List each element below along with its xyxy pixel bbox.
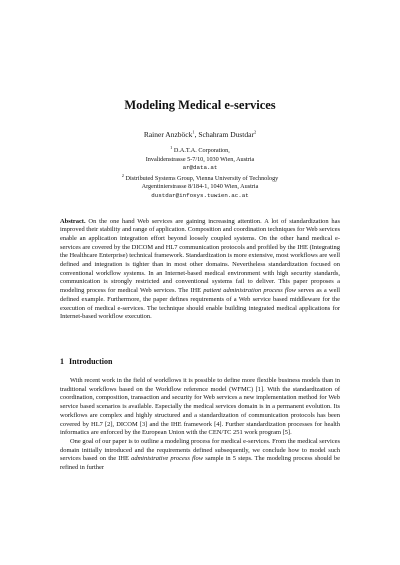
affiliation-line: $^1$ D.A.T.A. Corporation, [170, 144, 230, 154]
abstract-emphasis: patient administration process flow [203, 287, 296, 295]
author-separator: , [194, 130, 199, 139]
author-line [60, 130, 340, 139]
author-name: Schahram Dustdar [198, 130, 254, 139]
affiliation-marker: 2 [121, 172, 124, 178]
abstract-tail: serves as a well defined example. Furthermore, the paper defines requirements of a Web service based middleware for the execution of medical e-services. The technique should enable building integrated medical applications for Internet-based workflow execution. [60, 287, 341, 321]
section-heading [60, 357, 340, 366]
author-affiliation-marker: 1 [192, 129, 195, 135]
affiliation-line: $^2$ Distributed Systems Group, Vienna University of Technology [121, 172, 279, 182]
abstract [60, 218, 340, 322]
paper-title: Modeling Medical e-services [124, 98, 276, 112]
body-paragraph: With recent work in the field of workflows it is possible to define more flexible business models than in traditional workflows based on the Workflow reference model (WFMC) [1]. With the standardization of coordination, composition, transaction and security for Web services a new implementation method for Web service based scenarios is available. Especially the medical services domain is in a permanent evolution. Its workflows are complex and highly structured and a standardization of communication protocols has been covered by HL7 [2], DICOM [3] and the IHE framework [4]. Further standardization processes for health informatics are enforced by the European Union with the CEN/TC 251 work program [5]. [60, 377, 340, 437]
abstract-label: Abstract. [60, 217, 86, 225]
author-affiliation-marker: 2 [253, 129, 257, 135]
affiliation-marker: 1 [170, 144, 173, 150]
body-emphasis: administrative process flow [131, 455, 204, 463]
section-title: Introduction [69, 357, 113, 366]
affiliation-line: Argentinierstrasse 8/184-1, 1040 Wien, Austria [141, 183, 259, 191]
affiliation-email: dustdar@infosys.tuwien.ac.at [151, 191, 249, 199]
body-paragraph: One goal of our paper is to outline a modeling process for medical e-services. From the medical services domain initially introduced and the requirements defined subsequently, we conclude how to model such services based on the IHE administrative process flow sample in 5 steps. The modeling process should be refined in further [60, 437, 340, 472]
author-name: Rainer Anzböck [143, 130, 193, 139]
affiliation-email: ar@data.at [182, 164, 218, 172]
affiliation-line: Invalidenstrasse 5-7/10, 1030 Wien, Austria [145, 155, 255, 163]
affiliations [60, 144, 340, 201]
abstract-text: On the one hand Web services are gaining increasing attention. A lot of standardization has improved their stability and range of application. Composition and coordination techniques for Web services enable an application integration effort beyond loosely coupled systems. On the other hand medical e-services are covered by the DICOM and HL7 communication protocols and profiled by the IHE (Integrating the Healthcare Enterprise) technical framework. Standardization is more extensive, most workflows are well defined and integration is tighter than in most other domains. Nevertheless standardization focused on conventional workflow systems. In an Internet-based medical environment with high security standards, communication is strongly restricted and conventional systems fail to deliver. This paper proposes a modeling process for medical Web services. The IHE [60, 217, 340, 295]
section-number: 1 [60, 357, 64, 366]
